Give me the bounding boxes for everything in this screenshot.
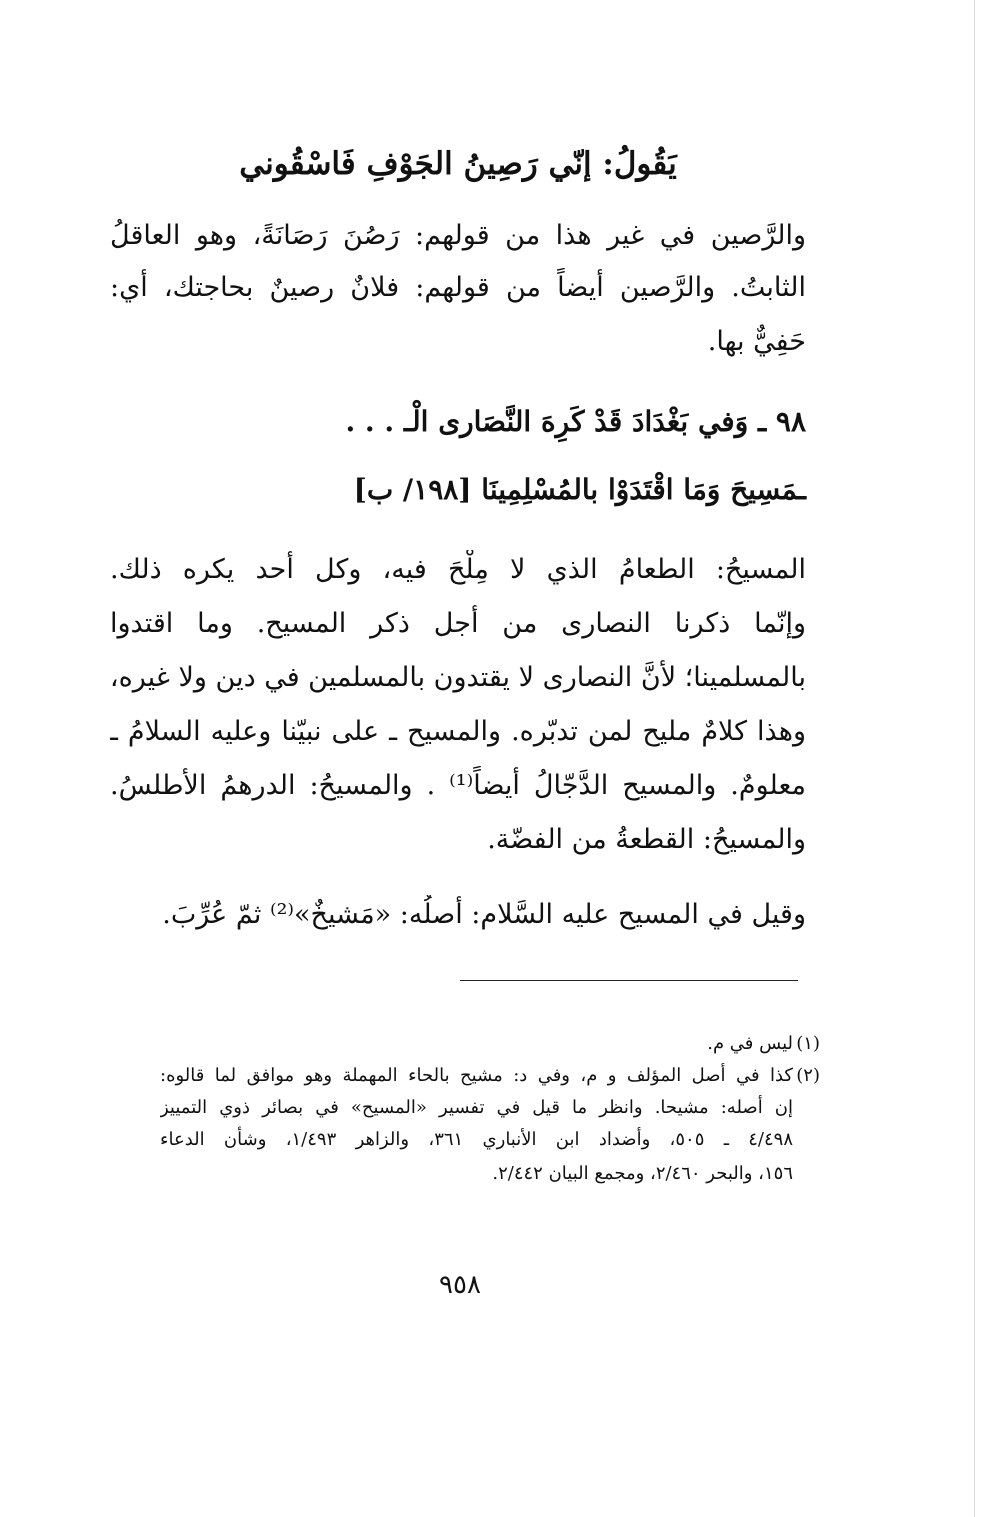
footnote-2-line-2: إن أصله: مشيحا. وانظر ما قيل في تفسير «المسيح» في بصائر ذوي التمييز (160, 1097, 793, 1118)
verse-line-1: يَقُولُ: إنّي رَصِينُ الجَوْفِ فَاسْقُوني (239, 146, 677, 182)
paragraph-2-line-5: معلومٌ. والمسيح الدَّجّالُ أيضاً⁽¹⁾ . والمسيحُ: الدرهمُ الأطلسُ. (110, 770, 806, 801)
footnote-1-number: (١) (796, 1033, 820, 1054)
paragraph-1-line-3: حَفِيٌّ بها. (707, 326, 806, 357)
verse-98-second-hemistich: ـمَسِيحَ وَمَا اقْتَدَوْا بالمُسْلِمِينَا [١٩٨/ ب] (353, 473, 806, 506)
paragraph-2-line-3: بالمسلمينا؛ لأنَّ النصارى لا يقتدون بالمسلمين في دين ولا غيره، (110, 662, 806, 693)
paragraph-2-line-2: وإنّما ذكرنا النصارى من أجل ذكر المسيح. وما اقتدوا (110, 608, 806, 639)
paragraph-2-line-1: المسيحُ: الطعامُ الذي لا مِلْحَ فيه، وكل أحد يكره ذلك. (110, 554, 806, 585)
footnote-1 (160, 1030, 793, 1058)
footnote-separator (460, 980, 798, 981)
page-number: ٩٥٨ (439, 1270, 481, 1300)
paragraph-1-line-2: الثابتُ. والرَّصين أيضاً من قولهم: فلانٌ رصينٌ بحاجتك، أي: (110, 272, 806, 303)
footnote-2-line-1: كذا في أصل المؤلف و م، وفي د: مشيح بالحاء المهملة وهو موافق لما قالوه: (160, 1065, 793, 1086)
scan-edge-line (974, 0, 975, 1517)
paragraph-1-line-1: والرَّصين في غير هذا من قولهم: رَصُنَ رَصَانَةً، وهو العاقلُ (110, 220, 806, 251)
verse-98-first-hemistich: ٩٨ ـ وَفي بَغْدَادَ قَدْ كَرِهَ النَّصَارى الْـ . . . (345, 405, 806, 438)
footnote-2-number: (٢) (796, 1065, 820, 1086)
paragraph-2-line-4: وهذا كلامٌ مليح لمن تدبّره. والمسيح ـ على نبيّنا وعليه السلامُ ـ (110, 716, 806, 747)
footnote-1-text: ليس في م. (707, 1033, 793, 1054)
footnote-2-line-4: ١٥٦، والبحر ٢/٤٦٠، ومجمع البيان ٢/٤٤٢. (492, 1163, 793, 1184)
footnote-2-line-3: ٤/٤٩٨ ـ ٥٠٥، وأضداد ابن الأنباري ٣٦١، والزاهر ١/٤٩٣، وشأن الدعاء (160, 1129, 793, 1150)
paragraph-3-line-1: وقيل في المسيح عليه السَّلام: أصلُه: «مَشيخٌ»⁽²⁾ ثمّ عُرِّبَ. (162, 899, 806, 930)
paragraph-2-line-6: والمسيحُ: القطعةُ من الفضّة. (487, 824, 806, 855)
